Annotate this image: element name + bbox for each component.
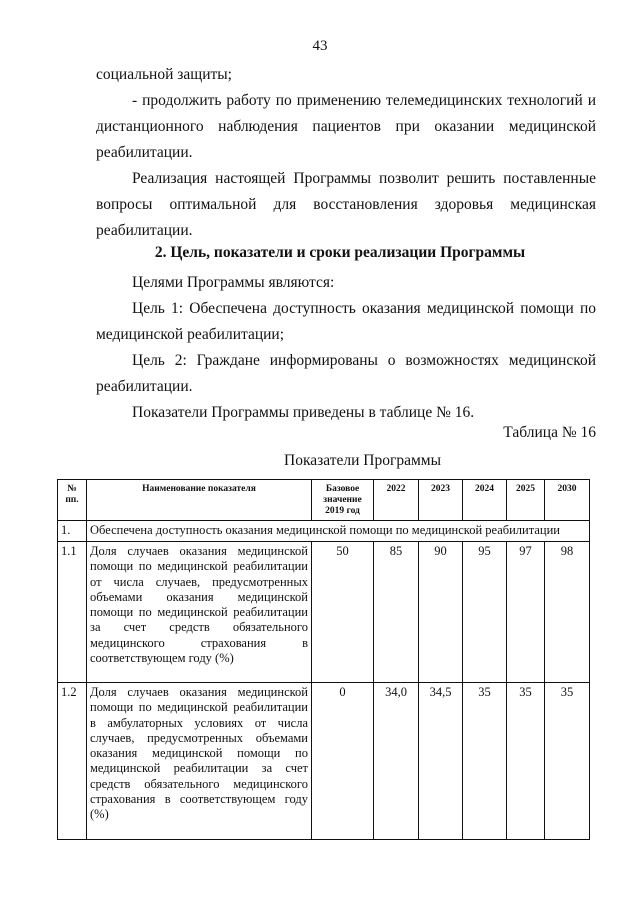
goal-2-line: Цель 2: Граждане информированы о возможностях медицинской xyxy=(132,352,596,369)
header-base: Базовое значение 2019 год xyxy=(312,480,374,521)
row-name: Доля случаев оказания медицинской помощи по медицинской реабилитации в амбулаторных условиях от числа случаев, предусмотренных объемами оказания медицинской помощи по медицинской реабилитации за счет средств обязательного медицинского страхования в соответствующем году (%) xyxy=(87,683,312,840)
indicators-table xyxy=(57,479,590,840)
row-value-2023: 34,5 xyxy=(419,683,463,840)
header-2022: 2022 xyxy=(374,480,419,521)
goal-text: Обеспечена доступность оказания медицинской помощи по медицинской реабилитации xyxy=(87,521,590,542)
row-base-value: 0 xyxy=(312,683,374,840)
header-2030: 2030 xyxy=(545,480,590,521)
header-name: Наименование показателя xyxy=(87,480,312,521)
paragraph-line: Реализация настоящей Программы позволит решить поставленные xyxy=(132,170,596,187)
goal-num: 1. xyxy=(58,521,87,542)
row-value-2022: 85 xyxy=(374,542,419,683)
paragraph-line: вопросы оптимальной для восстановления здоровья медицинская xyxy=(96,196,596,213)
header-num: № пп. xyxy=(58,480,87,521)
row-name: Доля случаев оказания медицинской помощи по медицинской реабилитации от числа случаев, предусмотренных объемами оказания медицинской помощи по медицинской реабилитации за счет средств обязательного медицинского страхования в соответствующем году (%) xyxy=(87,542,312,683)
row-base-value: 50 xyxy=(312,542,374,683)
paragraph-line: дистанционного наблюдения пациентов при оказании медицинской xyxy=(96,118,596,135)
goals-intro: Целями Программы являются: xyxy=(132,274,335,291)
header-2025: 2025 xyxy=(507,480,545,521)
paragraph-line: реабилитации. xyxy=(96,144,193,161)
table-row xyxy=(58,542,590,683)
table-title: Показатели Программы xyxy=(284,452,441,469)
paragraph-line: реабилитации. xyxy=(96,222,193,239)
row-value-2025: 35 xyxy=(507,683,545,840)
row-value-2030: 98 xyxy=(545,542,590,683)
row-value-2024: 35 xyxy=(463,683,507,840)
row-value-2022: 34,0 xyxy=(374,683,419,840)
paragraph-line: социальной защиты; xyxy=(96,66,232,83)
row-num: 1.1 xyxy=(58,542,87,683)
table-label: Таблица № 16 xyxy=(503,424,596,441)
row-value-2030: 35 xyxy=(545,683,590,840)
row-value-2024: 95 xyxy=(463,542,507,683)
goal-1-line: Цель 1: Обеспечена доступность оказания медицинской помощи по xyxy=(132,300,596,317)
section-heading: 2. Цель, показатели и сроки реализации Программы xyxy=(154,244,526,261)
table-row xyxy=(58,683,590,840)
goal-2-line: реабилитации. xyxy=(96,378,193,395)
goal-1-line: медицинской реабилитации; xyxy=(96,326,285,343)
table-header-row xyxy=(58,480,590,521)
row-value-2025: 97 xyxy=(507,542,545,683)
paragraph-line: - продолжить работу по применению телемедицинских технологий и xyxy=(132,92,596,109)
indicators-note: Показатели Программы приведены в таблице № 16. xyxy=(132,404,475,421)
row-num: 1.2 xyxy=(58,683,87,840)
header-2024: 2024 xyxy=(463,480,507,521)
row-value-2023: 90 xyxy=(419,542,463,683)
table-goal-row xyxy=(58,521,590,542)
page-number: 43 xyxy=(312,38,328,54)
header-2023: 2023 xyxy=(419,480,463,521)
